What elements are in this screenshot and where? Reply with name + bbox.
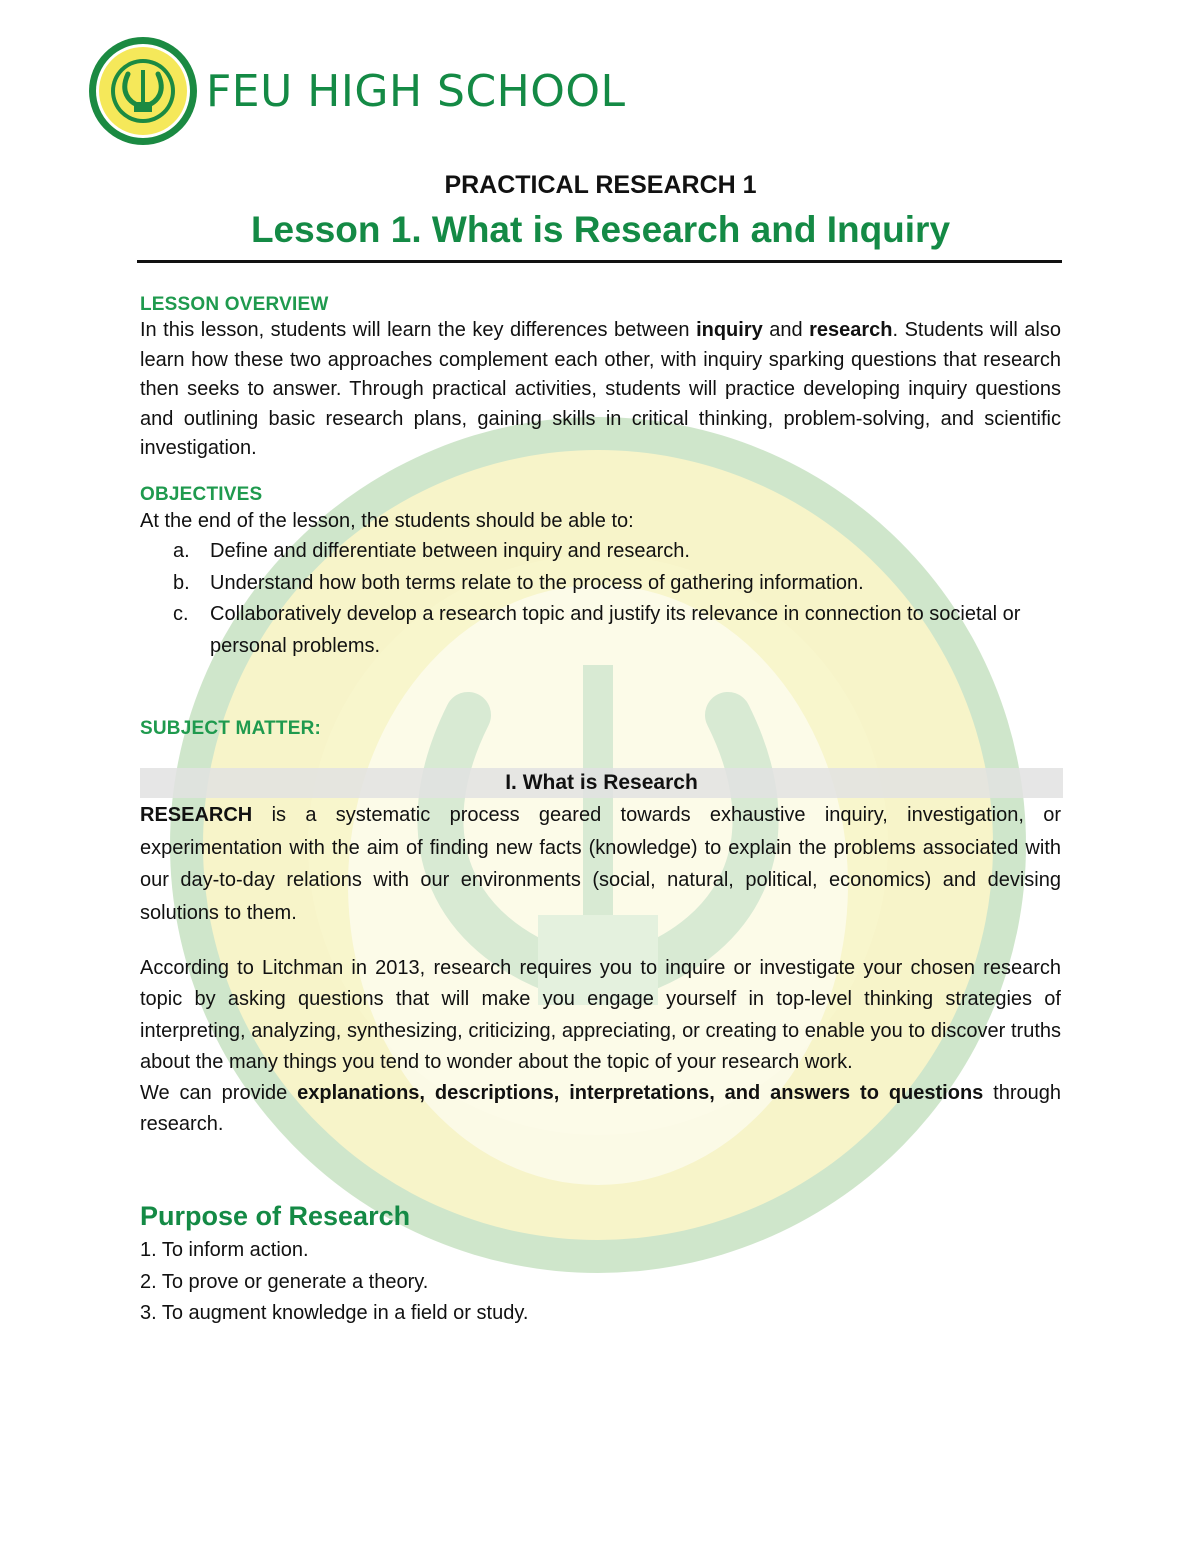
- objective-letter: c.: [173, 603, 189, 625]
- litchman-section: [140, 953, 1061, 1141]
- objective-item: [140, 599, 1061, 662]
- purpose-item: 3. To augment knowledge in a field or study.: [140, 1302, 529, 1324]
- subject-matter-heading: SUBJECT MATTER:: [140, 718, 322, 739]
- objective-text: Collaboratively develop a research topic and justify its relevance in connection to societal or personal problems.: [210, 603, 1021, 657]
- page-header: [88, 26, 626, 156]
- purpose-item: 1. To inform action.: [140, 1239, 309, 1261]
- objectives-section: [140, 484, 1061, 662]
- objectives-lead: At the end of the lesson, the students should be able to:: [140, 510, 634, 532]
- school-name: FEU HIGH SCHOOL: [206, 65, 626, 117]
- purpose-heading: Purpose of Research: [140, 1201, 411, 1231]
- objective-item: [140, 536, 1061, 568]
- subject-matter-section: [140, 718, 1061, 740]
- overview-heading: LESSON OVERVIEW: [140, 294, 329, 315]
- provide-text-2: through research.: [140, 1082, 1062, 1136]
- research-definition: [140, 799, 1061, 929]
- research-definition-text: is a systematic process geared towards exhaustive inquiry, investigation, or experimentation with the aim of finding new facts (knowledge) to explain the problems associated with our day-to-day relations with our environments (social, natural, political, economics) and devising solutions to them.: [140, 804, 1061, 924]
- objectives-list: [140, 536, 1061, 662]
- research-definition-paragraph: [140, 799, 1061, 929]
- lesson-title: Lesson 1. What is Research and Inquiry: [250, 209, 951, 250]
- objective-text: Define and differentiate between inquiry and research.: [210, 540, 690, 562]
- overview-text-1: In this lesson, students will learn the key differences between: [140, 319, 697, 341]
- overview-term-inquiry: inquiry: [696, 319, 763, 341]
- research-term: RESEARCH: [140, 804, 253, 826]
- overview-paragraph: [140, 316, 1061, 464]
- overview-text-3: . Students will also learn how these two approaches complement each other, with inquiry sparking questions that research then seeks to answer. Through practical activities, students will practice developing inquiry questions and outlining basic research plans, gaining skills in critical thinking, problem-solving, and scientific investigation.: [140, 319, 1061, 459]
- provide-text-1: We can provide: [140, 1082, 298, 1105]
- objective-letter: b.: [173, 571, 190, 594]
- course-title: PRACTICAL RESEARCH 1: [444, 171, 757, 199]
- objective-item: [140, 568, 1061, 600]
- title-divider: [137, 260, 1062, 263]
- purpose-section: [140, 1201, 1061, 1330]
- objectives-heading: OBJECTIVES: [140, 484, 263, 505]
- objective-text: Understand how both terms relate to the process of gathering information.: [210, 571, 864, 594]
- school-seal-logo: [88, 36, 198, 146]
- litchman-paragraph: According to Litchman in 2013, research requires you to inquire or investigate your chosen research topic by asking questions that will make you engage yourself in top-level thinking strategies of interpreting, analyzing, synthesizing, criticizing, appreciating, or creating to enable you to discover truths about the many things you tend to wonder about the topic of your research work.: [140, 957, 1061, 1073]
- provide-bold-terms: explanations, descriptions, interpretations, and answers to questions: [297, 1082, 984, 1105]
- lesson-overview-section: [140, 294, 1061, 464]
- overview-text-2: and: [762, 319, 810, 341]
- section-title-band: I. What is Research: [140, 768, 1063, 798]
- overview-term-research: research: [809, 319, 893, 341]
- provide-paragraph: [140, 1078, 1061, 1141]
- purpose-item: 2. To prove or generate a theory.: [140, 1270, 429, 1293]
- objective-letter: a.: [173, 540, 190, 562]
